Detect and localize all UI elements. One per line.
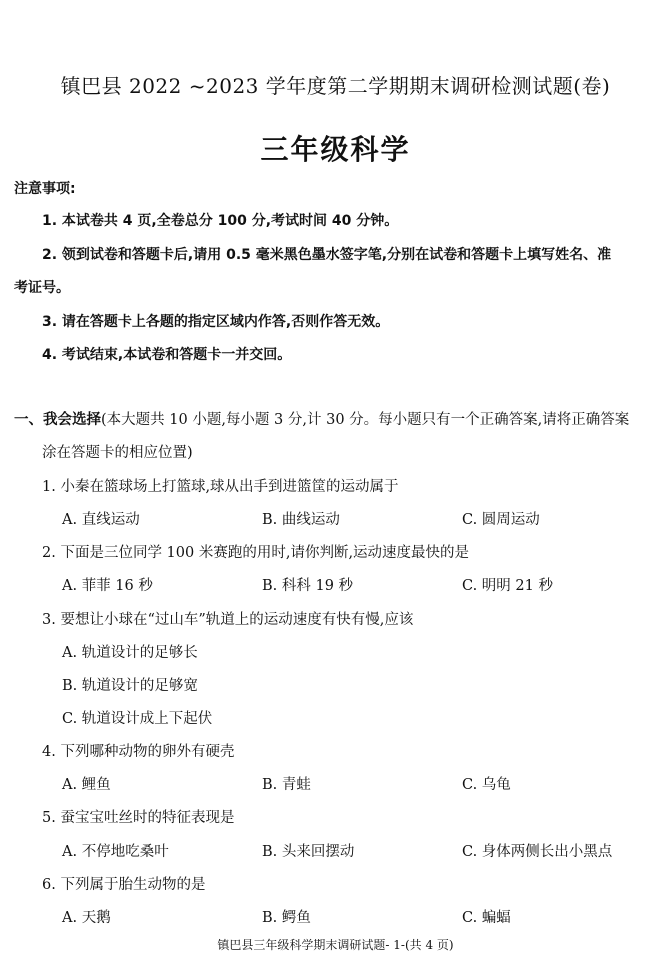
option-b: B. 轨道设计的足够宽 [62,678,198,694]
option-c: C. 身体两侧长出小黑点 [462,844,613,860]
option-b: B. 青蛙 [262,777,311,793]
section-description-cont: 涂在答题卡的相应位置) [42,445,193,461]
option-b: B. 科科 19 秒 [262,578,354,594]
exam-title: 镇巴县 2022 ~2023 学年度第二学期期末调研检测试题(卷) [60,74,611,98]
option-a: A. 鲤鱼 [62,777,111,793]
question-stem: 2. 下面是三位同学 100 米赛跑的用时,请你判断,运动速度最快的是 [42,545,470,561]
option-a: A. 菲菲 16 秒 [62,578,153,594]
note-item: 3. 请在答题卡上各题的指定区域内作答,否则作答无效。 [42,314,390,330]
option-c: C. 明明 21 秒 [462,578,553,594]
question-stem: 1. 小秦在篮球场上打篮球,球从出手到进篮筐的运动属于 [42,479,399,495]
exam-subject: 三年级科学 [260,133,411,166]
option-c: C. 轨道设计成上下起伏 [62,711,213,727]
option-c: C. 圆周运动 [462,512,540,528]
section-heading [14,408,629,429]
page-footer: 镇巴县三年级科学期末调研试题- 1-(共 4 页) [217,938,454,952]
note-item: 4. 考试结束,本试卷和答题卡一并交回。 [42,347,292,363]
section-description: (本大题共 10 小题,每小题 3 分,计 30 分。每小题只有一个正确答案,请将正确答案 [101,412,630,428]
note-item: 考证号。 [14,280,70,296]
notes-heading: 注意事项: [14,181,76,197]
option-a: A. 不停地吃桑叶 [62,844,169,860]
question-stem: 6. 下列属于胎生动物的是 [42,877,206,893]
note-item: 2. 领到试卷和答题卡后,请用 0.5 毫米黑色墨水签字笔,分别在试卷和答题卡上填写姓名、准 [42,247,612,263]
option-b: B. 头来回摆动 [262,844,355,860]
option-b: B. 曲线运动 [262,512,340,528]
note-item: 1. 本试卷共 4 页,全卷总分 100 分,考试时间 40 分钟。 [42,213,399,229]
option-a: A. 天鹅 [62,910,111,926]
question-stem: 4. 下列哪种动物的卵外有硬壳 [42,744,235,760]
option-c: C. 蝙蝠 [462,910,511,926]
question-stem: 5. 蚕宝宝吐丝时的特征表现是 [42,810,235,826]
option-b: B. 鳄鱼 [262,910,311,926]
option-a: A. 直线运动 [62,512,140,528]
question-stem: 3. 要想让小球在“过山车”轨道上的运动速度有快有慢,应该 [42,612,414,628]
section-label: 一、我会选择 [14,412,101,428]
option-c: C. 乌龟 [462,777,511,793]
option-a: A. 轨道设计的足够长 [62,645,198,661]
